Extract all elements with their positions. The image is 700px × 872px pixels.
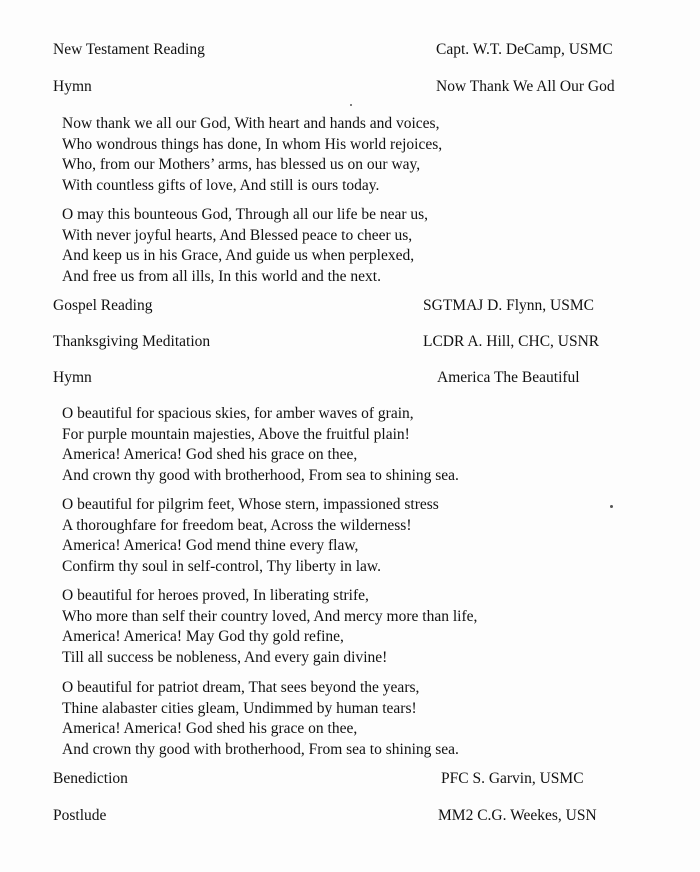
verse-line: O beautiful for heroes proved, In liberating strife, [62,587,369,604]
program-leader: PFC S. Garvin, USMC [441,770,584,787]
program-row-benediction [0,767,700,791]
verse-line: America! America! God mend thine every flaw, [62,537,359,554]
verse-line: And keep us in his Grace, And guide us when perplexed, [62,247,415,264]
program-item-label: Gospel Reading [53,297,153,314]
verse-line: With countless gifts of love, And still is ours today. [62,176,380,194]
verse-line: A thoroughfare for freedom beat, Across the wilderness! [62,516,412,534]
verse-line: America! America! God shed his grace on thee, [62,720,358,737]
program-row-gospel [0,294,700,318]
verse-line: Till all success be nobleness, And every gain divine! [62,648,388,666]
verse-line: O beautiful for spacious skies, for amber waves of grain, [62,405,414,422]
program-item-label: Hymn [53,369,92,386]
program-item-label: New Testament Reading [53,41,205,58]
program-row-hymn-2 [0,366,700,390]
hymn-1-verse-2 [62,205,428,287]
program-item-label: Hymn [53,78,92,95]
program-leader: SGTMAJ D. Flynn, USMC [423,297,594,314]
program-item-label: Benediction [53,770,128,787]
hymn-title: Now Thank We All Our God [436,78,615,95]
verse-line: With never joyful hearts, And Blessed peace to cheer us, [62,226,413,244]
verse-line: And free us from all ills, In this world and the next. [62,267,381,285]
verse-line: America! America! God shed his grace on thee, [62,446,358,463]
verse-line: Who wondrous things has done, In whom His world rejoices, [62,135,443,153]
program-row-new-testament [0,38,700,62]
verse-line: Thine alabaster cities gleam, Undimmed by human tears! [62,699,417,717]
scan-speck [610,505,613,508]
verse-line: O may this bounteous God, Through all our life be near us, [62,206,429,223]
hymn-2-verse-3 [62,586,477,668]
verse-line: And crown thy good with brotherhood, From sea to shining sea. [62,466,459,484]
hymn-2-verse-4 [62,678,459,760]
program-row-postlude [0,804,700,828]
program-item-label: Postlude [53,807,107,824]
verse-line: Who more than self their country loved, And mercy more than life, [62,607,478,625]
verse-line: Now thank we all our God, With heart and hands and voices, [62,115,440,132]
program-row-meditation [0,330,700,354]
verse-line: And crown thy good with brotherhood, From sea to shining sea. [62,740,459,758]
hymn-1-verse-1 [62,114,442,196]
hymn-title: America The Beautiful [437,369,580,386]
verse-line: America! America! May God thy gold refine, [62,628,344,645]
program-item-label: Thanksgiving Meditation [53,333,211,350]
scan-speck [350,104,352,106]
verse-line: Who, from our Mothers’ arms, has blessed us on our way, [62,156,421,173]
verse-line: O beautiful for pilgrim feet, Whose stern, impassioned stress [62,496,439,513]
verse-line: For purple mountain majesties, Above the fruitful plain! [62,425,410,443]
program-leader: MM2 C.G. Weekes, USN [438,807,597,824]
verse-line: O beautiful for patriot dream, That sees beyond the years, [62,679,420,696]
program-leader: LCDR A. Hill, CHC, USNR [423,333,600,350]
hymn-2-verse-1 [62,404,459,486]
program-row-hymn-1 [0,75,700,99]
hymn-2-verse-2 [62,495,439,577]
verse-line: Confirm thy soul in self-control, Thy liberty in law. [62,557,381,575]
program-leader: Capt. W.T. DeCamp, USMC [436,41,613,58]
